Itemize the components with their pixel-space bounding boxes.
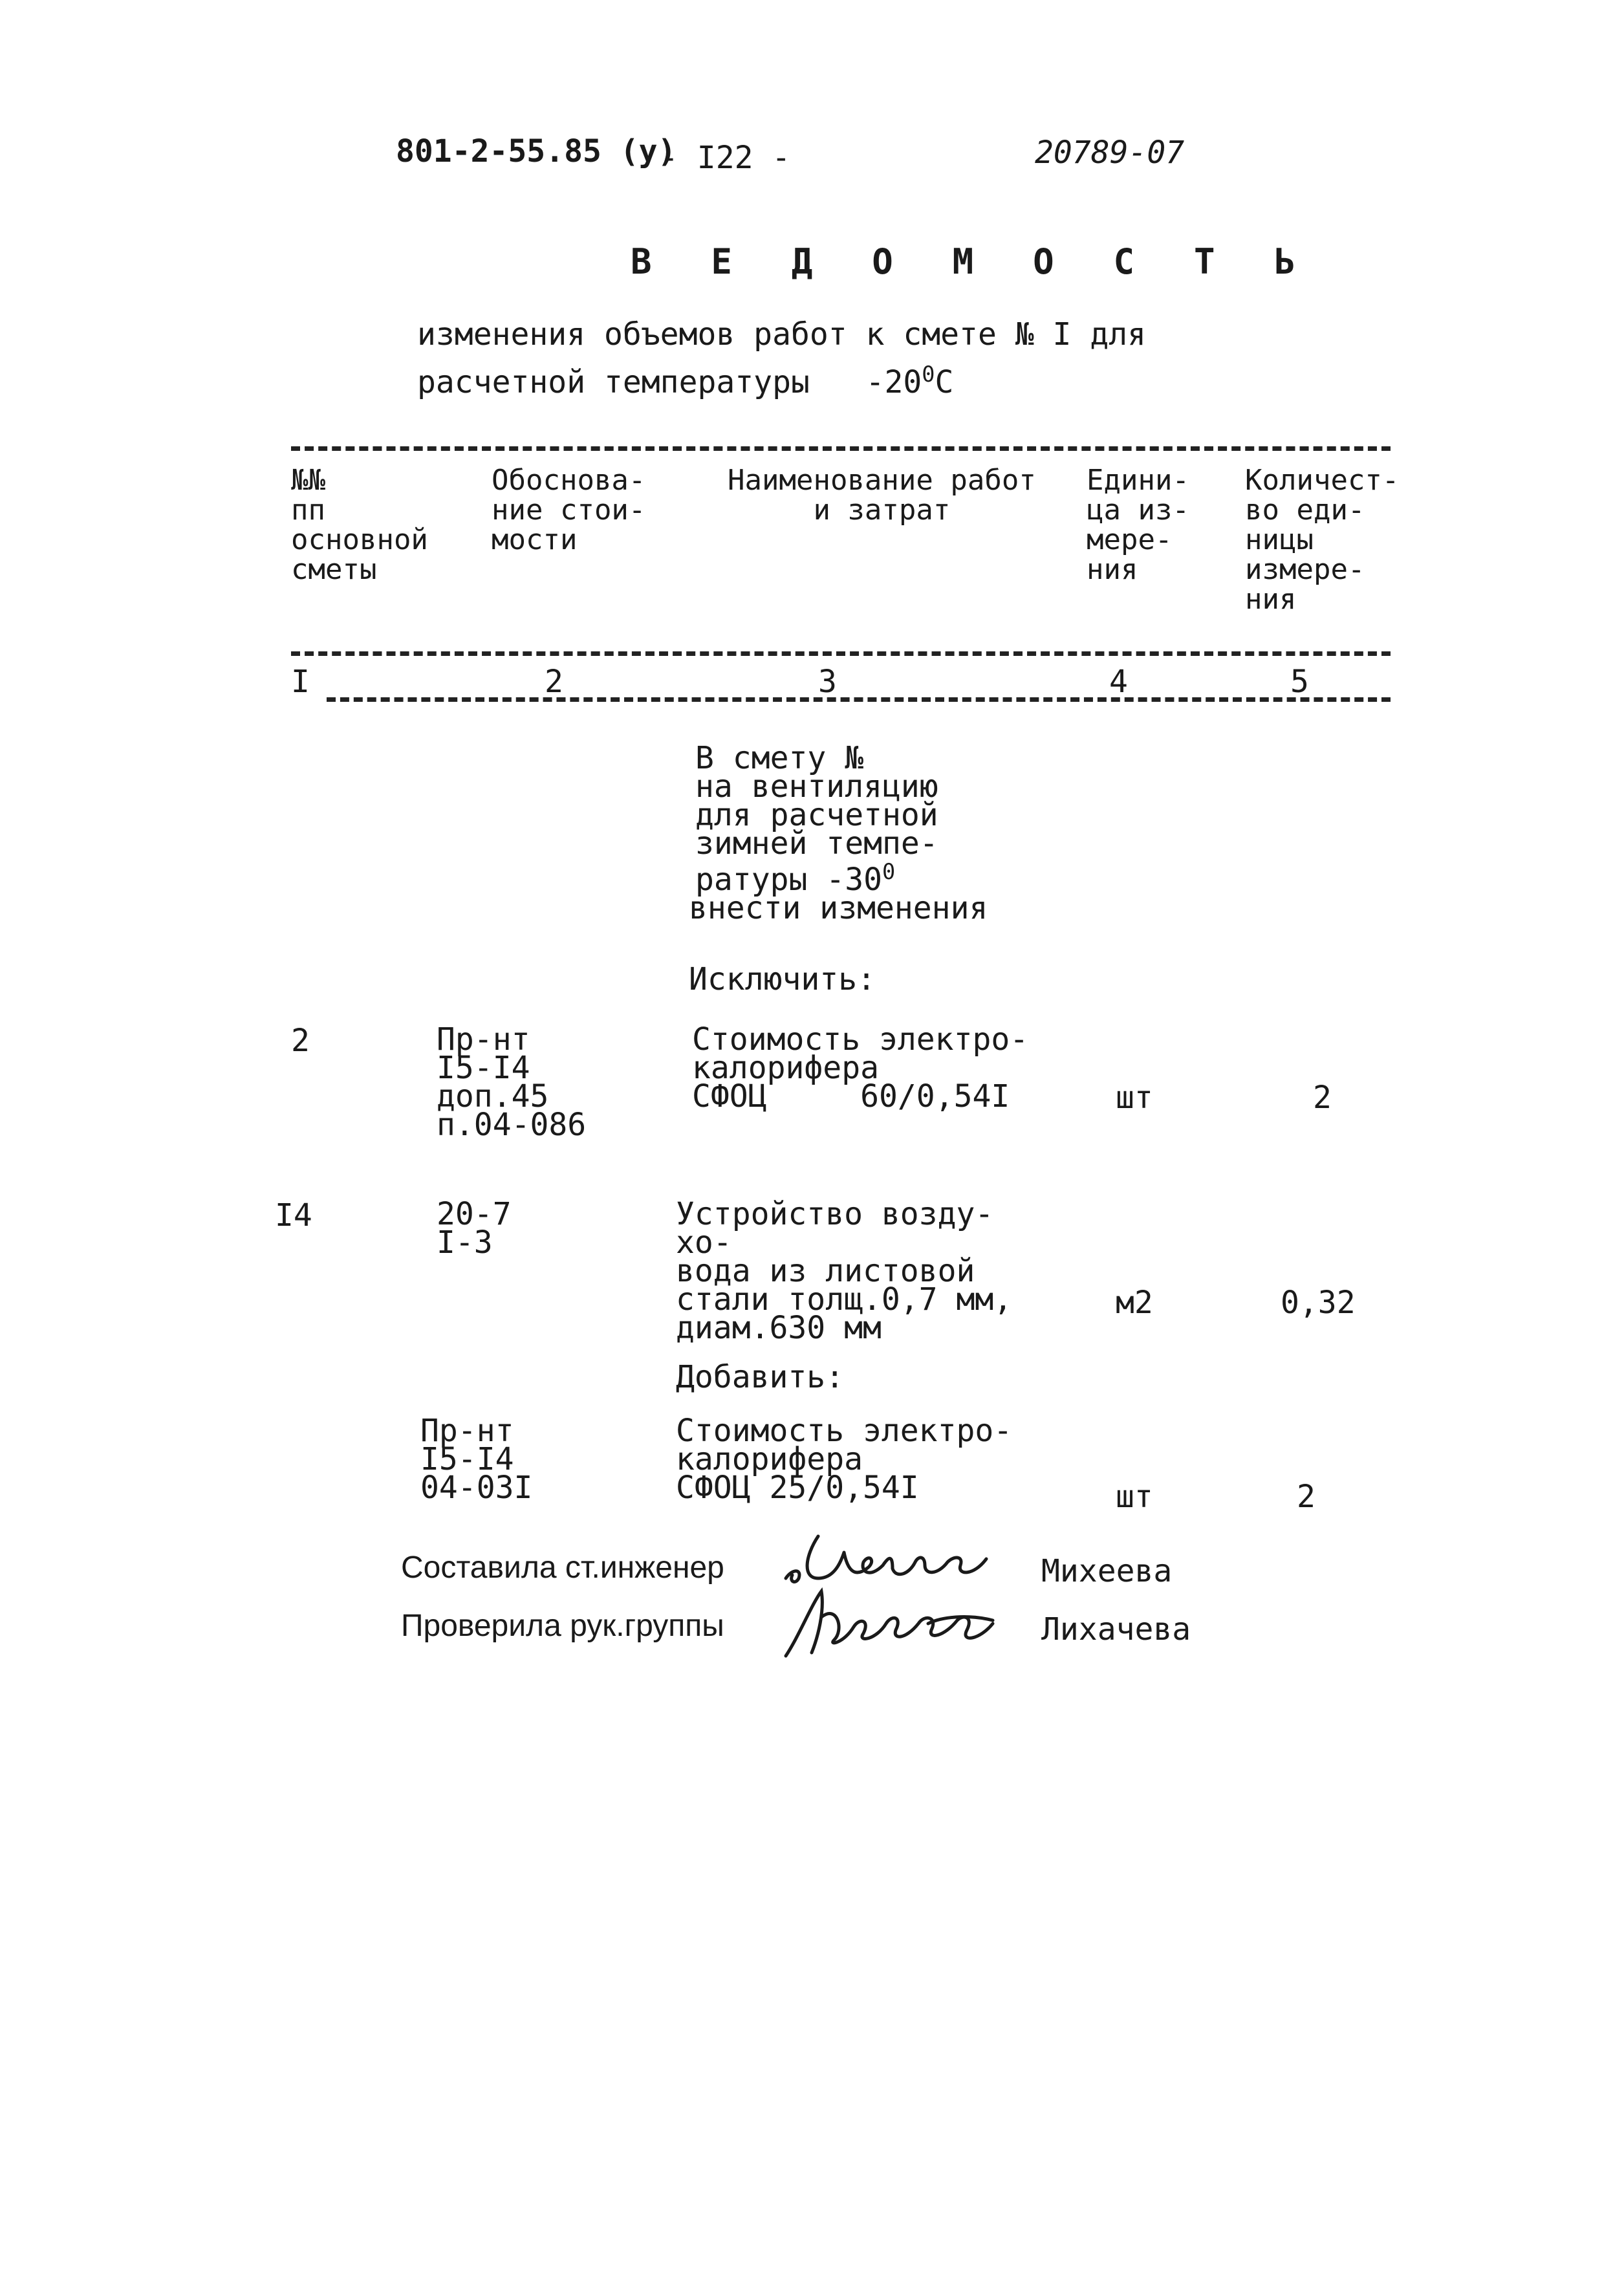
row-3-name: Стоимость электро- калорифера СФОЦ 25/0,54I <box>676 1413 1013 1506</box>
column-number-1: I <box>291 664 310 700</box>
row-3-unit: шт <box>1116 1479 1153 1515</box>
row-2-basis: 20-7 I-3 <box>437 1196 512 1261</box>
section-exclude: Исключить: <box>689 961 876 997</box>
row-2-number: I4 <box>275 1197 312 1234</box>
row-2-quantity: 0,32 <box>1281 1285 1356 1321</box>
row-2-unit: м2 <box>1116 1285 1153 1321</box>
row-3-quantity: 2 <box>1297 1479 1315 1515</box>
checked-by-label: Проверила рук.группы <box>401 1609 724 1643</box>
page-number: - I22 - <box>660 140 791 176</box>
row-1-number: 2 <box>291 1023 310 1059</box>
header-col-number: №№ пп основной сметы <box>291 464 428 586</box>
subtitle-line-2: расчетной температуры $-20^0С$ <box>417 362 954 400</box>
subtitle-line-1: изменения объемов работ к смете № I для <box>417 316 1147 353</box>
checked-by-name: Лихачева <box>1041 1611 1191 1648</box>
table-top-rule <box>291 446 1391 451</box>
column-number-2: 2 <box>545 664 563 700</box>
section-add: Добавить: <box>676 1359 845 1395</box>
row-1-unit: шт <box>1116 1080 1153 1116</box>
row-2-name: Устройство возду- хо- вода из листовой стали толщ.0,7 мм, диам.630 мм <box>676 1196 1013 1346</box>
header-col-unit: Едини- ца из- мере- ния <box>1087 464 1189 586</box>
header-col-quantity: Количест- во еди- ницы измере- ния <box>1245 464 1400 616</box>
compiled-by-name: Михеева <box>1041 1553 1173 1589</box>
row-1-basis: Пр-нт I5-I4 доп.45 п.04-086 <box>437 1021 587 1143</box>
column-number-4: 4 <box>1109 664 1128 700</box>
column-number-3: 3 <box>818 664 837 700</box>
document-title: В Е Д О М О С Т Ь <box>631 241 1315 282</box>
row-1-quantity: 2 <box>1313 1080 1332 1116</box>
header-col-name: Наименование работ и затрат <box>728 464 1036 527</box>
column-number-5: 5 <box>1290 664 1309 700</box>
compiled-by-label: Составила ст.инженер <box>401 1550 724 1585</box>
row-1-name: Стоимость электро- калорифера СФОЦ 60/0,54I <box>692 1021 1029 1115</box>
checked-signature <box>773 1578 1006 1662</box>
header-col-basis: Обоснова- ние стои- мости <box>492 464 646 556</box>
project-code: 801-2-55.85 (у) <box>396 133 677 169</box>
intro-last-line: внести изменения <box>689 890 988 926</box>
intro-text: В смету № на вентиляцию для расчетной зимней темпе- ратуры $-30^0$ <box>695 740 938 898</box>
column-numbers-rule <box>327 697 1391 702</box>
row-3-basis: Пр-нт I5-I4 04-03I <box>420 1413 533 1506</box>
header-bottom-rule <box>291 651 1391 656</box>
document-number: 20789-07 <box>1035 135 1185 171</box>
